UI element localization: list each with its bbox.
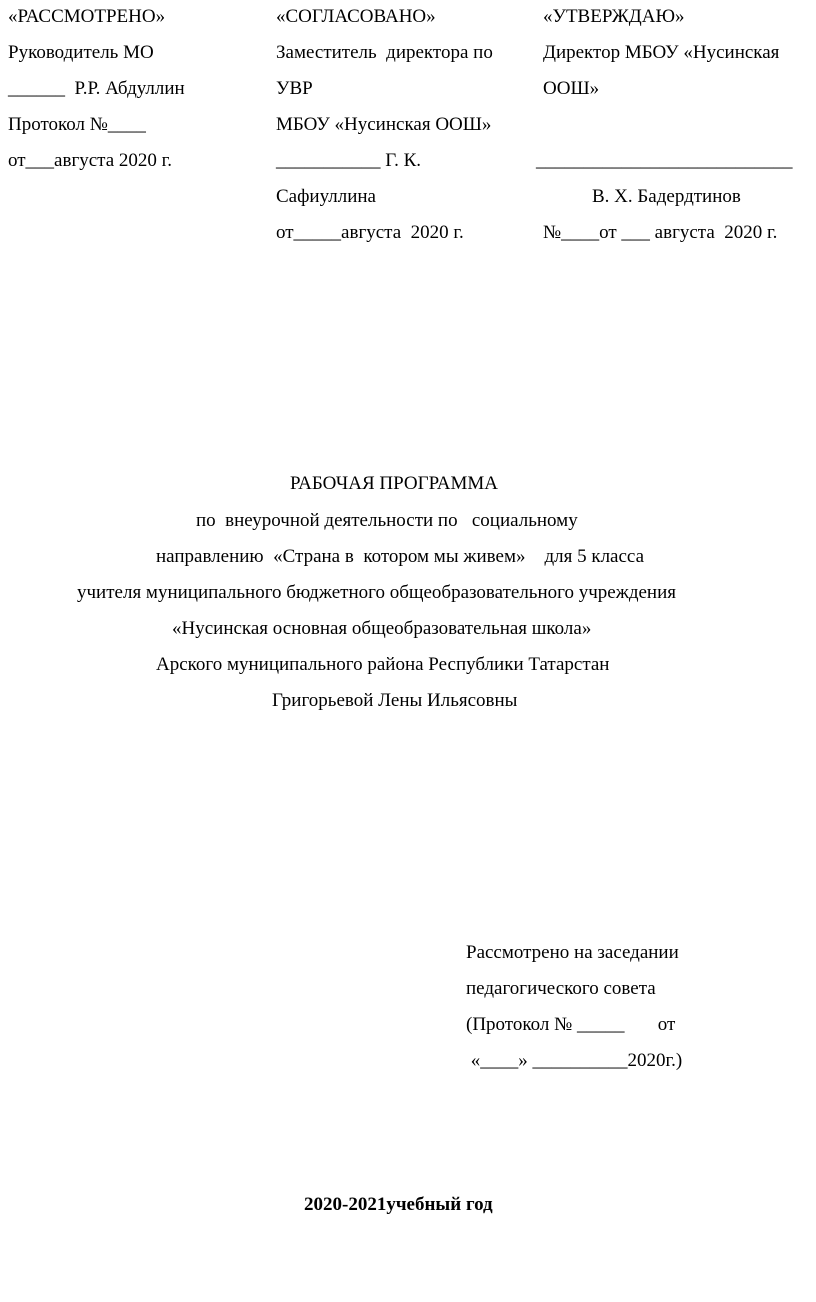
col1-line4: от___августа 2020 г.	[8, 150, 173, 171]
col2-line2: УВР	[276, 78, 313, 99]
teacher-name: Григорьевой Лены Ильясовны	[272, 690, 518, 711]
col1-line1: Руководитель МО	[8, 42, 154, 63]
col3-heading: «УТВЕРЖДАЮ»	[543, 6, 685, 27]
title-line6: Арского муниципального района Республики Татарстан	[156, 654, 610, 675]
council-line3: (Протокол № _____ от	[466, 1014, 676, 1035]
col3-signature-line: ___________________________	[536, 150, 793, 171]
col2-line5: Сафиуллина	[276, 186, 376, 207]
col3-line5: №____от ___ августа 2020 г.	[543, 222, 778, 243]
col1-heading: «РАССМОТРЕНО»	[8, 6, 166, 27]
col2-line1: Заместитель директора по	[276, 42, 493, 63]
council-line4: «____» __________2020г.)	[466, 1050, 683, 1071]
program-title: РАБОЧАЯ ПРОГРАММА	[290, 473, 498, 494]
title-line2: по внеурочной деятельности по социальному	[196, 510, 578, 531]
title-line5: «Нусинская основная общеобразовательная школа»	[172, 618, 592, 639]
col2-line4: ___________ Г. К.	[276, 150, 422, 171]
academic-year: 2020-2021учебный год	[304, 1194, 493, 1215]
col3-line4: В. Х. Бадердтинов	[592, 186, 741, 207]
col3-line1: Директор МБОУ «Нусинская	[543, 42, 780, 63]
col2-line3: МБОУ «Нусинская ООШ»	[276, 114, 492, 135]
council-line1: Рассмотрено на заседании	[466, 942, 679, 963]
title-line3: направлению «Страна в котором мы живем» для 5 класса	[156, 546, 645, 567]
col2-heading: «СОГЛАСОВАНО»	[276, 6, 436, 27]
col1-line2: ______ Р.Р. Абдуллин	[8, 78, 185, 99]
title-line4: учителя муниципального бюджетного общеобразовательного учреждения	[77, 582, 676, 603]
col2-line6: от_____августа 2020 г.	[276, 222, 464, 243]
col1-line3: Протокол №____	[8, 114, 146, 135]
col3-line2: ООШ»	[543, 78, 600, 99]
council-line2: педагогического совета	[466, 978, 656, 999]
